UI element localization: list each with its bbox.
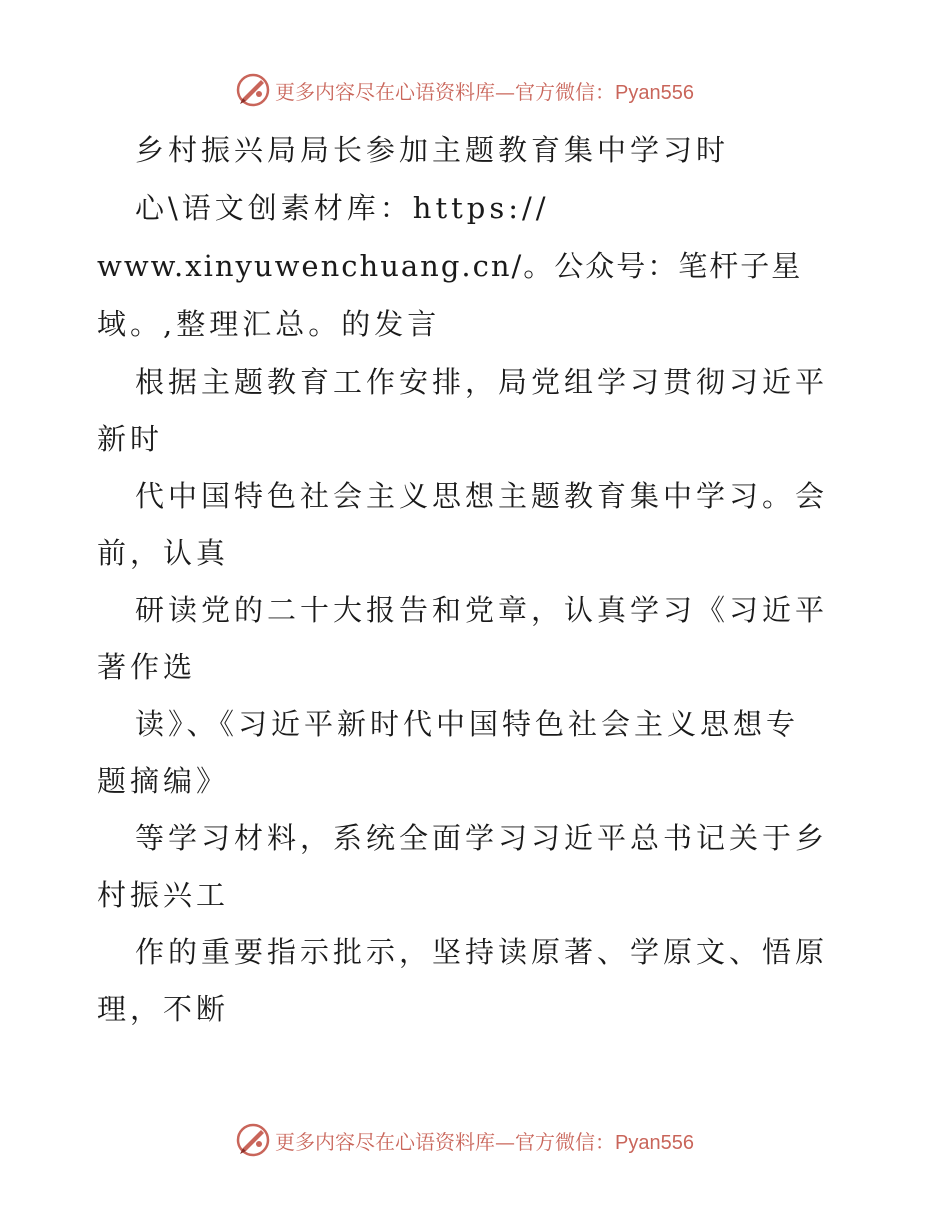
paragraph-line: 根据主题教育工作安排，局党组学习贯彻习近平 <box>135 365 829 399</box>
paragraph-line: 新时 <box>97 422 164 456</box>
pen-logo-icon <box>233 1120 273 1160</box>
paragraph-line: 题摘编》 <box>97 764 230 798</box>
watermark-banner-bottom <box>233 1120 694 1160</box>
watermark-text: 更多内容尽在心语资料库—官方微信：Pyan556 <box>275 1129 694 1154</box>
watermark-text: 更多内容尽在心语资料库—官方微信：Pyan556 <box>275 79 694 104</box>
watermark-banner-top <box>233 70 694 110</box>
paragraph-line: 理，不断 <box>97 992 230 1026</box>
title-line: 心\语文创素材库：https:// <box>135 191 550 225</box>
title-line: www.xinyuwenchuang.cn/。公众号：笔杆子星 <box>97 249 803 283</box>
paragraph-line: 前，认真 <box>97 536 230 570</box>
title-line: 乡村振兴局局长参加主题教育集中学习时 <box>135 133 730 167</box>
paragraph-line: 村振兴工 <box>97 878 230 912</box>
paragraph-line: 作的重要指示批示，坚持读原著、学原文、悟原 <box>135 935 829 969</box>
title-line: 域。,整理汇总。的发言 <box>97 307 441 341</box>
paragraph-line: 等学习材料，系统全面学习习近平总书记关于乡 <box>135 821 829 855</box>
document-body <box>97 121 897 1037</box>
paragraph-line: 读》、《习近平新时代中国特色社会主义思想专 <box>135 707 800 741</box>
pen-logo-icon <box>233 70 273 110</box>
paragraph-line: 著作选 <box>97 650 197 684</box>
paragraph-line: 代中国特色社会主义思想主题教育集中学习。会 <box>135 479 829 513</box>
paragraph-line: 研读党的二十大报告和党章，认真学习《习近平 <box>135 593 829 627</box>
